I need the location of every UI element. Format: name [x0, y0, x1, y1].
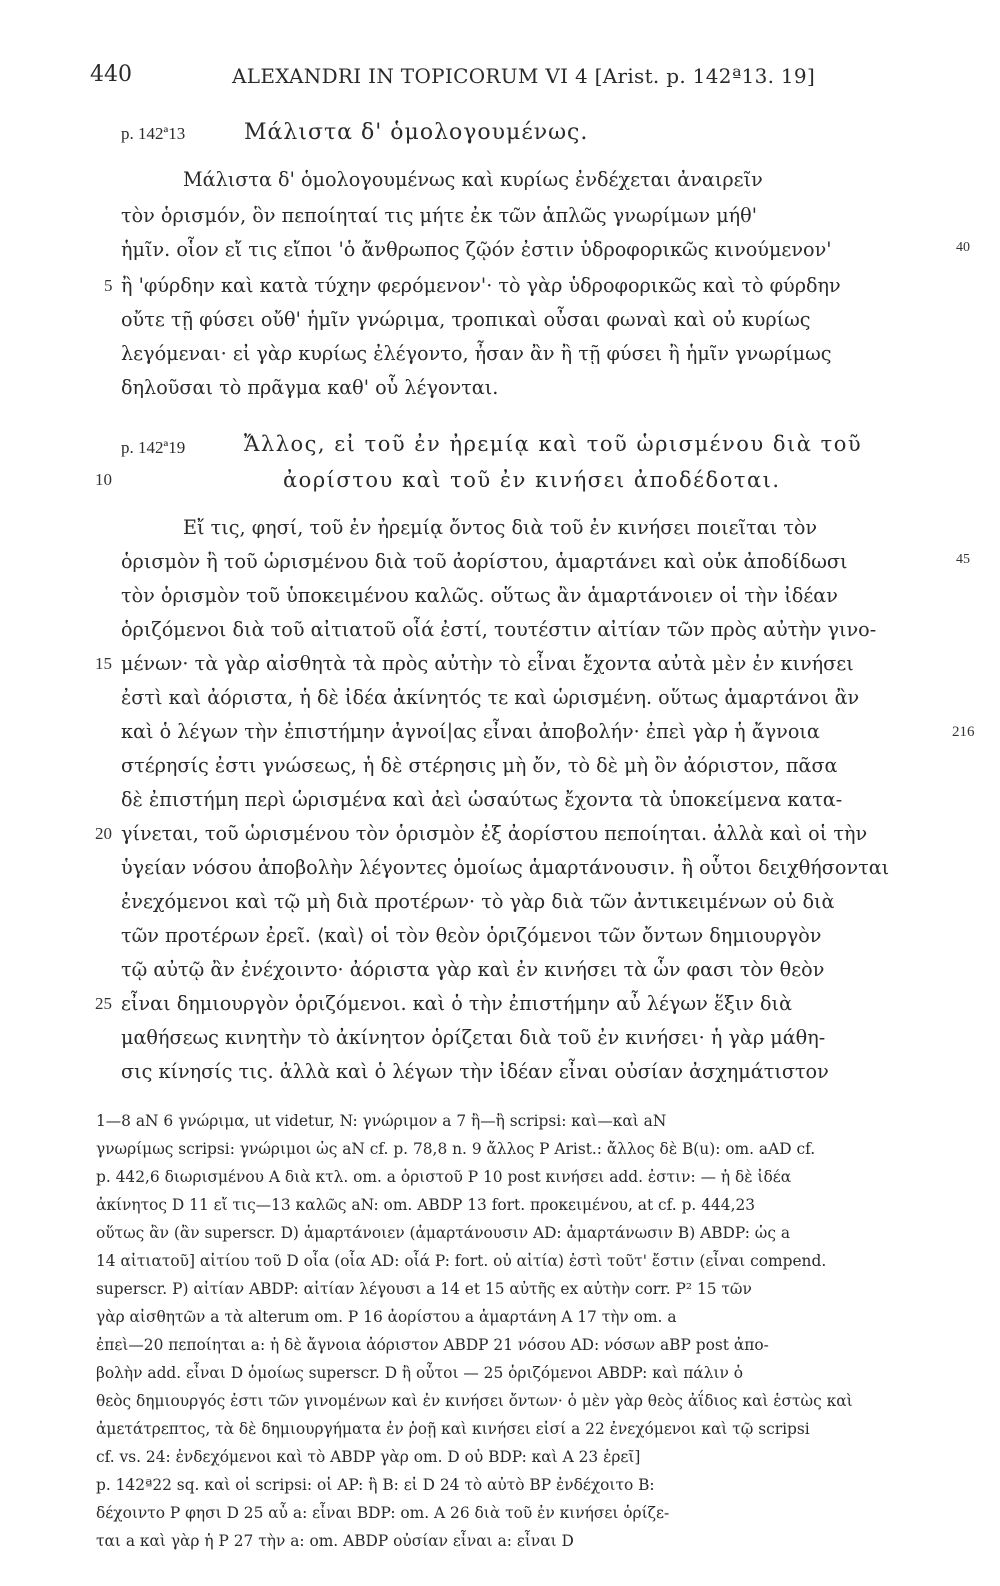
apparatus-line: ἀκίνητος D 11 εἴ τις—13 καλῶς aN: om. ABDP 13 fort. προκειμένου, at cf. p. 444,23 — [96, 1196, 756, 1214]
lemma-reference: p. 142ª13 — [121, 124, 186, 143]
aldine-reference: 216 — [952, 724, 975, 740]
line-number: 20 — [95, 824, 112, 843]
page-number: 440 — [90, 62, 132, 87]
text-line: στέρησίς ἐστι γνώσεως, ἡ δὲ στέρησις μὴ ὄν, τὸ δὲ μὴ ὂν ἀόριστον, πᾶσα — [121, 754, 838, 777]
apparatus-line: θεὸς δημιουργός ἐστι τῶν γινομένων καὶ ἐν κινήσει ὄντων· ὁ μὲν γὰρ θεὸς ἀΐδιος καὶ ἑστὼς καὶ — [96, 1392, 853, 1410]
apparatus-line: 14 αἰτιατοῦ] αἰτίου τοῦ D οἷα (οἷα AD: οἷά P: fort. οὐ αἰτία) ἐστὶ τοῦτ' ἔστιν (εἶναι compend. — [96, 1252, 827, 1270]
text-line: τῷ αὐτῷ ἂν ἐνέχοιντο· ἀόριστα γὰρ καὶ ἐν κινήσει τὰ ὧν φασι τὸν θεὸν — [121, 958, 825, 981]
lemma-heading: Μάλιστα δ' ὁμολογουμένως. — [244, 120, 589, 145]
text-line: τὸν ὁρισμόν, ὃν πεποίηταί τις μήτε ἐκ τῶν ἁπλῶς γνωρίμων μήθ' — [121, 204, 757, 227]
apparatus-line: p. 142ª22 sq. καὶ οἱ scripsi: οἱ AP: ἢ B: εἰ D 24 τὸ αὐτὸ BP ἐνδέχοιτο B: — [96, 1476, 655, 1494]
apparatus-line: ἀμετάτρεπτος, τὰ δὲ δημιουργήματα ἐν ῥοῇ καὶ κινήσει εἰσί a 22 ἐνεχόμενοι καὶ τῷ scripsi — [96, 1420, 810, 1438]
line-number: 25 — [95, 994, 112, 1013]
aldine-reference: 45 — [956, 552, 970, 567]
text-line: τῶν προτέρων ἐρεῖ. ⟨καὶ⟩ οἱ τὸν θεὸν ὁριζόμενοι τῶν ὄντων δημιουργὸν — [121, 924, 822, 947]
line-number: 5 — [104, 276, 113, 295]
text-line: οὔτε τῇ φύσει οὔθ' ἡμῖν γνώριμα, τροπικαὶ οὖσαι φωναὶ καὶ οὐ κυρίως — [121, 308, 811, 331]
text-line: Εἴ τις, φησί, τοῦ ἐν ἠρεμίᾳ ὄντος διὰ τοῦ ἐν κινήσει ποιεῖται τὸν — [183, 516, 818, 539]
text-line: ἐστὶ καὶ ἀόριστα, ἡ δὲ ἰδέα ἀκίνητός τε καὶ ὡρισμένη. οὕτως ἁμαρτάνοι ἂν — [121, 686, 860, 709]
text-line: καὶ ὁ λέγων τὴν ἐπιστήμην ἀγνοί|ας εἶναι ἀποβολήν· ἐπεὶ γὰρ ἡ ἄγνοια — [121, 720, 820, 743]
line-number: 10 — [95, 470, 112, 489]
text-line: γίνεται, τοῦ ὡρισμένου τὸν ὁρισμὸν ἐξ ἀορίστου πεποίηται. ἀλλὰ καὶ οἱ τὴν — [121, 822, 868, 845]
text-line: εἶναι δημιουργὸν ὁριζόμενοι. καὶ ὁ τὴν ἐπιστήμην αὖ λέγων ἕξιν διὰ — [121, 992, 793, 1015]
text-line: δηλοῦσαι τὸ πρᾶγμα καθ' οὗ λέγονται. — [121, 376, 499, 399]
text-line: λεγόμεναι· εἰ γὰρ κυρίως ἐλέγοντο, ἦσαν ἂν ἢ τῇ φύσει ἢ ἡμῖν γνωρίμως — [121, 342, 832, 365]
text-line: δὲ ἐπιστήμη περὶ ὡρισμένα καὶ ἀεὶ ὡσαύτως ἔχοντα τὰ ὑποκείμενα κατα- — [121, 788, 843, 811]
text-line: ὑγείαν νόσου ἀποβολὴν λέγοντες ὁμοίως ἁμαρτάνουσιν. ἢ οὗτοι δειχθήσονται — [121, 856, 890, 879]
apparatus-line: p. 442,6 διωρισμένου A διὰ κτλ. om. a ὁριστοῦ P 10 post κινήσει add. ἐστιν: — ἡ δὲ ἰδέα — [96, 1168, 792, 1186]
running-title: ALEXANDRI IN TOPICORUM VI 4 [Arist. p. 142ª13. 19] — [232, 64, 816, 88]
text-line: ἢ 'φύρδην καὶ κατὰ τύχην φερόμενον'· τὸ γὰρ ὑδροφορικῶς καὶ τὸ φύρδην — [121, 274, 841, 297]
apparatus-line: ἐπεὶ—20 πεποίηται a: ἡ δὲ ἄγνοια ἀόριστον ABDP 21 νόσου AD: νόσων aBP post ἀπο- — [96, 1336, 769, 1354]
text-line: μαθήσεως κινητὴν τὸ ἀκίνητον ὁρίζεται διὰ τοῦ ἐν κινήσει· ἡ γὰρ μάθη- — [121, 1026, 826, 1049]
apparatus-line: δέχοιντο P φησι D 25 αὖ a: εἶναι BDP: om. A 26 διὰ τοῦ ἐν κινήσει ὁρίζε- — [96, 1504, 670, 1522]
text-line: μένων· τὰ γὰρ αἰσθητὰ τὰ πρὸς αὐτὴν τὸ εἶναι ἔχοντα αὐτὰ μὲν ἐν κινήσει — [121, 652, 854, 675]
text-line: Μάλιστα δ' ὁμολογουμένως καὶ κυρίως ἐνδέχεται ἀναιρεῖν — [183, 168, 763, 191]
lemma-heading: Ἄλλος, εἰ τοῦ ἐν ἠρεμίᾳ καὶ τοῦ ὡρισμένου διὰ τοῦ — [244, 432, 863, 456]
text-line: ὁριζόμενοι διὰ τοῦ αἰτιατοῦ οἷά ἐστί, τουτέστιν αἰτίαν τῶν πρὸς αὐτὴν γινο- — [121, 618, 877, 641]
apparatus-line: 1—8 aN 6 γνώριμα, ut videtur, N: γνώριμον a 7 ἢ—ἢ scripsi: καὶ—καὶ aN — [96, 1112, 667, 1130]
apparatus-line: ται a καὶ γὰρ ἡ P 27 τὴν a: om. ABDP οὐσίαν εἶναι a: εἶναι D — [96, 1532, 574, 1550]
line-number: 15 — [95, 654, 112, 673]
apparatus-line: superscr. P) αἰτίαν ABDP: αἰτίαν λέγουσι a 14 et 15 αὐτῆς ex αὐτὴν corr. P² 15 τῶν — [96, 1280, 752, 1298]
lemma-heading: ἀορίστου καὶ τοῦ ἐν κινήσει ἀποδέδοται. — [283, 468, 781, 492]
text-line: ἡμῖν. οἷον εἴ τις εἴποι 'ὁ ἄνθρωπος ζῷόν ἐστιν ὑδροφορικῶς κινούμενον' — [121, 238, 832, 261]
aldine-reference: 40 — [956, 240, 970, 255]
text-line: τὸν ὁρισμὸν τοῦ ὑποκειμένου καλῶς. οὕτως ἂν ἁμαρτάνοιεν οἱ τὴν ἰδέαν — [121, 584, 838, 607]
lemma-reference: p. 142ª19 — [121, 438, 186, 457]
text-line: ἐνεχόμενοι καὶ τῷ μὴ διὰ προτέρων· τὸ γὰρ διὰ τῶν ἀντικειμένων οὐ διὰ — [121, 890, 835, 913]
text-line: σις κίνησίς τις. ἀλλὰ καὶ ὁ λέγων τὴν ἰδέαν εἶναι οὐσίαν ἀσχημάτιστον — [121, 1060, 829, 1083]
apparatus-line: γὰρ αἰσθητῶν a τὰ alterum om. P 16 ἀορίστου a ἁμαρτάνη A 17 τὴν om. a — [96, 1308, 677, 1326]
apparatus-line: γνωρίμως scripsi: γνώριμοι ὡς aN cf. p. 78,8 n. 9 ἄλλος P Arist.: ἄλλος δὲ B(u): om. aAD cf. — [96, 1140, 816, 1158]
apparatus-line: cf. vs. 24: ἐνδεχόμενοι καὶ τὸ ABDP γὰρ om. D οὐ BDP: καὶ A 23 ἐρεῖ] — [96, 1448, 641, 1466]
apparatus-line: βολὴν add. εἶναι D ὁμοίως superscr. D ἢ οὗτοι — 25 ὁριζόμενοι ABDP: καὶ πάλιν ὁ — [96, 1364, 744, 1382]
text-line: ὁρισμὸν ἢ τοῦ ὡρισμένου διὰ τοῦ ἀορίστου, ἁμαρτάνει καὶ οὐκ ἀποδίδωσι — [121, 550, 848, 573]
apparatus-line: οὕτως ἂν (ἂν superscr. D) ἁμαρτάνοιεν (ἁμαρτάνουσιν AD: ἁμαρτάνωσιν B) ABDP: ὡς a — [96, 1224, 791, 1242]
